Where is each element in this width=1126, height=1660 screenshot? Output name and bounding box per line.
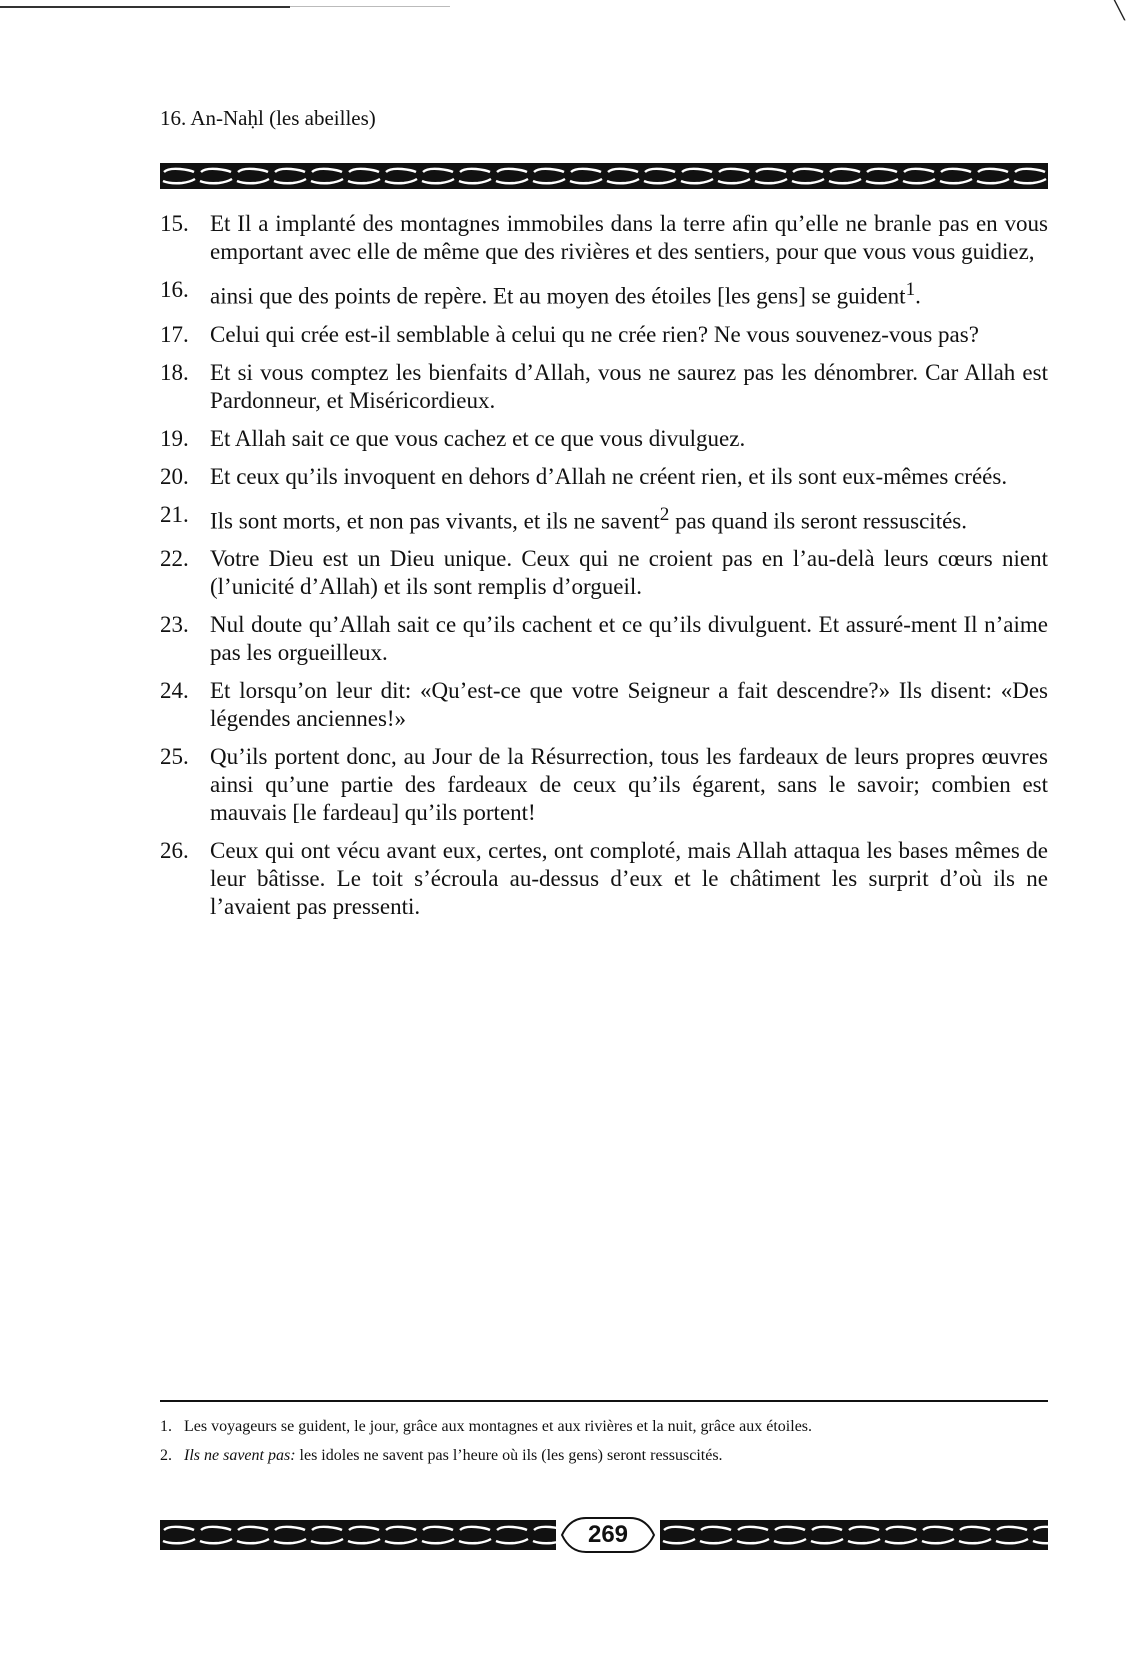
verse-text: ainsi que des points de repère. Et au moyen des étoiles [les gens] se guident <box>210 283 906 309</box>
verse-item <box>160 359 1048 415</box>
verse-text: Et ceux qu’ils invoquent en dehors d’Allah ne créent rien, et ils sont eux-mêmes créés. <box>210 463 1008 489</box>
verse-number: 23. <box>160 612 189 638</box>
verse-number: 21. <box>160 501 189 527</box>
verse-number: 17. <box>160 321 189 347</box>
verse-item <box>160 321 1048 349</box>
footnote-divider <box>160 1400 1048 1402</box>
chapter-header: 16. An-Naḥl (les abeilles) <box>160 106 376 130</box>
verse-item <box>160 463 1048 491</box>
footnote-number: 1. <box>160 1418 172 1435</box>
footnote-item <box>160 1445 1048 1466</box>
verse-item <box>160 276 1048 311</box>
verse-number: 19. <box>160 425 189 451</box>
verse-number: 22. <box>160 546 189 572</box>
page-number: 269 <box>587 1521 629 1548</box>
verse-text: Ceux qui ont vécu avant eux, certes, ont comploté, mais Allah attaqua les bases mêmes de leur bâtisse. Le toit s’écroula au-dessus d’eux et le châtiment les surprit d’où ils ne l’avaient pas pressenti. <box>210 838 1048 920</box>
corner-mark-icon: ╲ <box>1114 0 1125 20</box>
ornamental-band-bottom-left <box>160 1520 556 1550</box>
chain-pattern-icon <box>160 163 1048 189</box>
verse-number: 16. <box>160 277 189 302</box>
verse-item <box>160 611 1048 667</box>
ornamental-band-bottom-right <box>660 1520 1048 1550</box>
footnote-text: les idoles ne savent pas l’heure où ils (les gens) seront ressuscités. <box>295 1447 723 1464</box>
verse-item <box>160 837 1048 921</box>
verse-item <box>160 743 1048 827</box>
footnotes <box>160 1416 1048 1474</box>
footnote-ref: 2 <box>659 503 670 525</box>
chain-pattern-icon <box>660 1520 1048 1550</box>
ornamental-band-top <box>160 163 1048 189</box>
verse-item <box>160 677 1048 733</box>
verse-number: 20. <box>160 463 189 489</box>
verse-text: Celui qui crée est-il semblable à celui qu ne crée rien? Ne vous souvenez-vous pas? <box>210 321 979 347</box>
footnote-ref: 1 <box>905 279 916 300</box>
footnote-number: 2. <box>160 1447 172 1464</box>
verse-text-tail: pas quand ils seront ressuscités. <box>669 508 967 534</box>
footnote-item <box>160 1416 1048 1437</box>
top-edge-rule-faint <box>290 6 450 7</box>
verse-text: Votre Dieu est un Dieu unique. Ceux qui ne croient pas en l’au-delà leurs cœurs nient (l’unicité d’Allah) et ils sont remplis d’orgueil. <box>210 546 1048 600</box>
verse-list <box>160 210 1048 931</box>
verse-item <box>160 425 1048 453</box>
verse-number: 24. <box>160 678 189 704</box>
verse-text: Et si vous comptez les bienfaits d’Allah, vous ne saurez pas les dénombrer. Car Allah est Pardonneur, et Miséricordieux. <box>210 359 1048 413</box>
verse-item <box>160 501 1048 536</box>
verse-number: 15. <box>160 211 189 236</box>
chain-pattern-icon <box>160 1520 556 1550</box>
verse-text: Ils sont morts, et non pas vivants, et ils ne savent <box>210 508 660 534</box>
verse-text: Nul doute qu’Allah sait ce qu’ils cachent et ce qu’ils divulguent. Et assuré-ment Il n’aime pas les orgueilleux. <box>210 612 1048 666</box>
verse-text-wrapper <box>210 276 1048 311</box>
verse-item <box>160 545 1048 601</box>
verse-item <box>160 210 1048 266</box>
top-edge-rule <box>0 6 290 8</box>
verse-text: Et Il a implanté des montagnes immobiles dans la terre afin qu’elle ne branle pas en vous emportant avec elle de même que des rivières et des sentiers, pour que vous vous guidiez, <box>210 211 1048 264</box>
verse-text: Qu’ils portent donc, au Jour de la Résurrection, tous les fardeaux de leurs propres œuvres ainsi qu’une partie des fardeaux de ceux qu’ils égarent, sans le savoir; combien est mauvais [le fardeau] qu’ils portent! <box>210 744 1048 826</box>
verse-number: 25. <box>160 744 189 770</box>
footnote-term: Ils ne savent pas: <box>184 1447 296 1464</box>
verse-text: Et Allah sait ce que vous cachez et ce que vous divulguez. <box>210 425 746 451</box>
verse-text: Et lorsqu’on leur dit: «Qu’est-ce que votre Seigneur a fait descendre?» Ils disent: «Des légendes anciennes!» <box>210 678 1048 732</box>
verse-text-wrapper <box>210 501 1048 536</box>
footnote-text: Les voyageurs se guident, le jour, grâce aux montagnes et aux rivières et la nuit, grâce aux étoiles. <box>184 1418 813 1435</box>
verse-number: 26. <box>160 838 189 864</box>
verse-text-tail: . <box>915 283 921 309</box>
footnote-text-wrapper <box>184 1445 1048 1466</box>
verse-number: 18. <box>160 359 189 385</box>
